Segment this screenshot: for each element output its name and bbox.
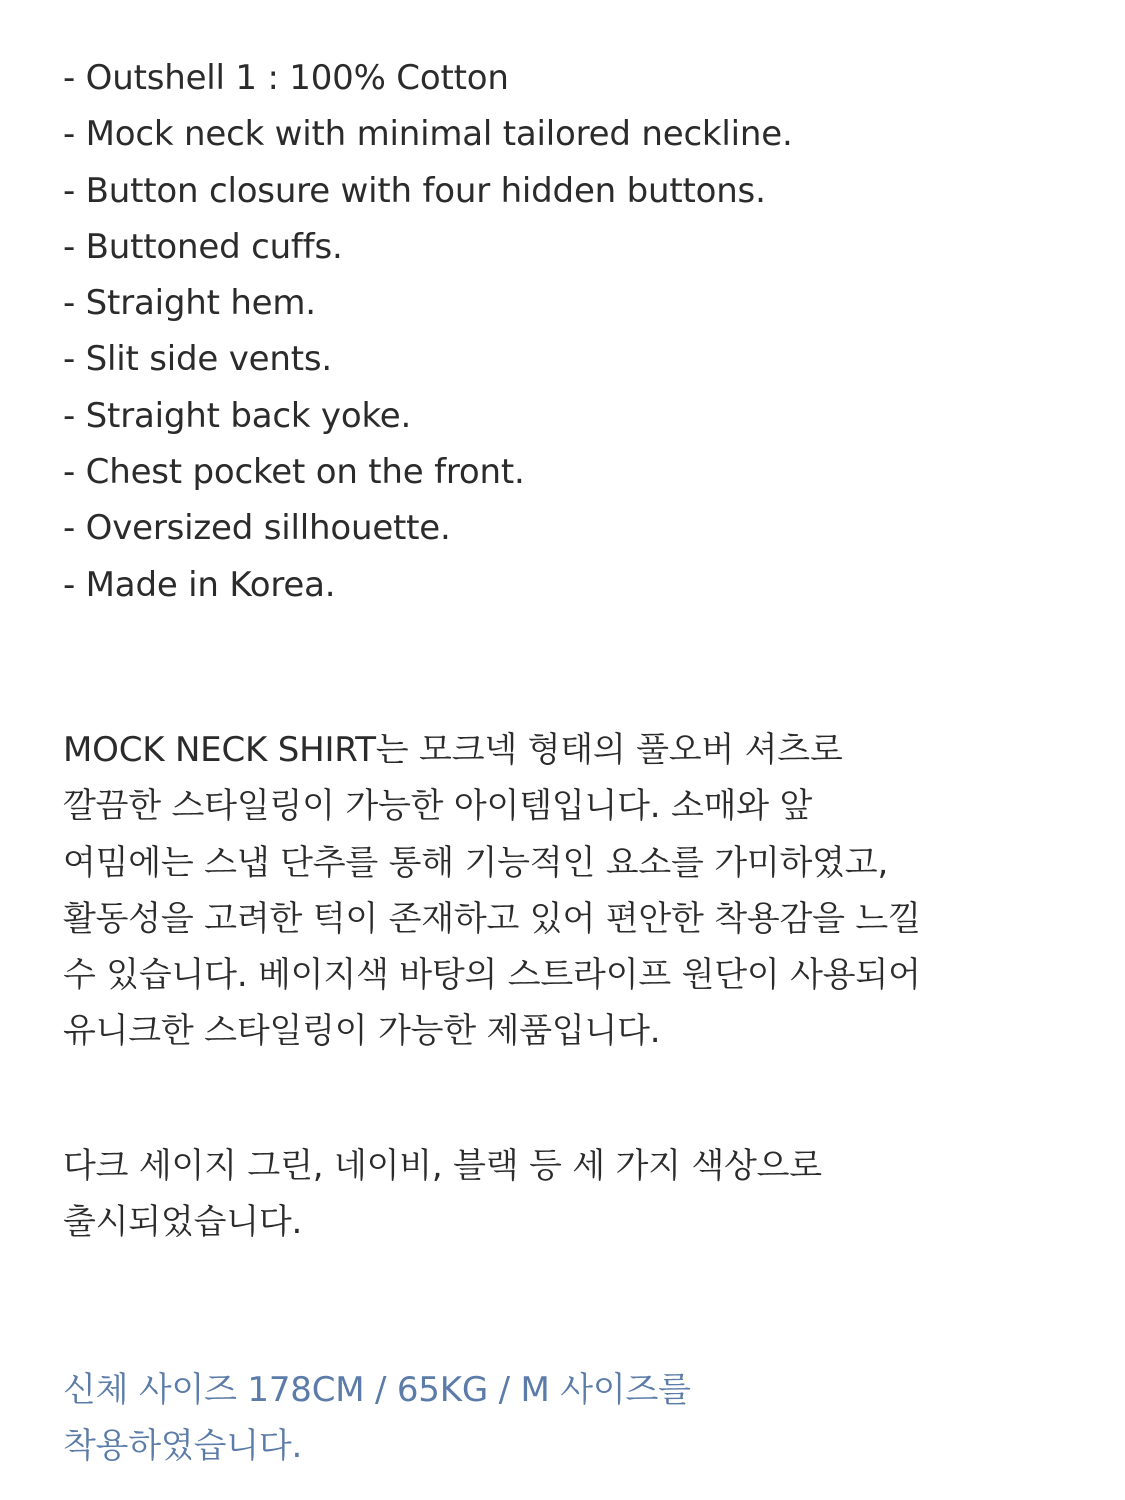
description-line: 활동성을 고려한 턱이 존재하고 있어 편안한 착용감을 느낄: [63, 898, 921, 939]
model-size-note: [63, 1362, 691, 1475]
feature-list: [63, 50, 1083, 613]
feature-item: - Slit side vents.: [63, 339, 332, 380]
description-line: 여밈에는 스냅 단추를 통해 기능적인 요소를 가미하였고,: [63, 842, 889, 883]
feature-item: - Chest pocket on the front.: [63, 452, 525, 493]
product-description: [63, 722, 921, 1060]
feature-item: - Made in Korea.: [63, 564, 336, 605]
feature-item: - Buttoned cuffs.: [63, 226, 343, 267]
feature-item: - Mock neck with minimal tailored neckline.: [63, 114, 793, 155]
description-line: 깔끔한 스타일링이 가능한 아이템입니다. 소매와 앞: [63, 786, 813, 827]
description-line: 유니크한 스타일링이 가능한 제품입니다.: [63, 1011, 661, 1052]
colors-line: 다크 세이지 그린, 네이비, 블랙 등 세 가지 색상으로: [63, 1146, 822, 1186]
size-line: 신체 사이즈 178CM / 65KG / M 사이즈를: [63, 1370, 691, 1410]
feature-item: - Outshell 1 : 100% Cotton: [63, 58, 509, 98]
product-details: [63, 50, 1083, 1467]
colors-line: 출시되었습니다.: [63, 1202, 303, 1243]
description-line: MOCK NECK SHIRT는 모크넥 형태의 풀오버 셔츠로: [63, 730, 843, 770]
feature-item: - Straight back yoke.: [63, 395, 412, 436]
feature-item: - Straight hem.: [63, 283, 316, 324]
feature-item: - Button closure with four hidden buttons.: [63, 170, 766, 211]
description-line: 수 있습니다. 베이지색 바탕의 스트라이프 원단이 사용되어: [63, 955, 921, 996]
feature-item: - Oversized sillhouette.: [63, 508, 451, 549]
size-line: 착용하였습니다.: [63, 1426, 303, 1467]
color-options-note: [63, 1138, 822, 1251]
